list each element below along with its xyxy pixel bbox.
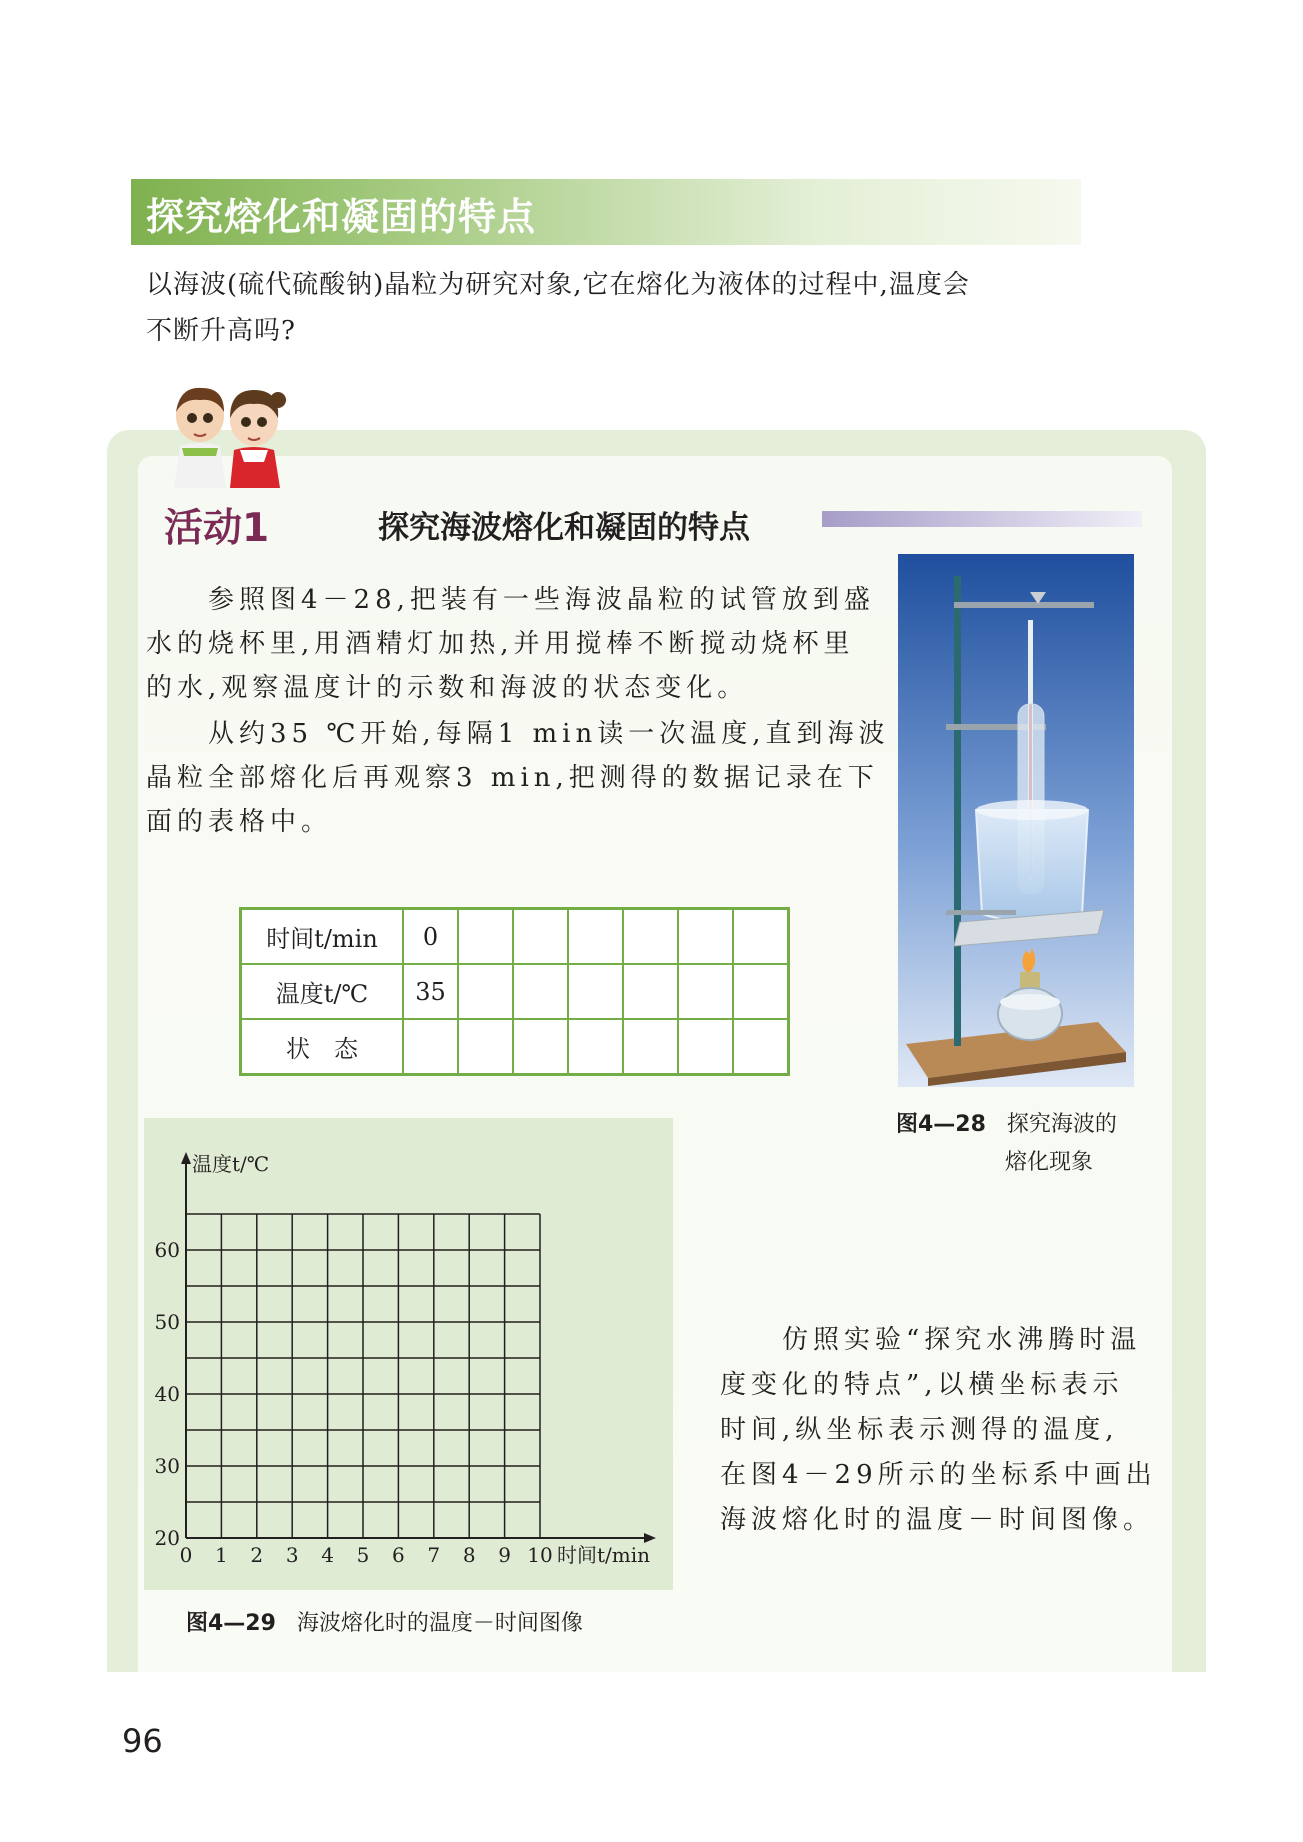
activity-para2-line3: 面的表格中。	[146, 807, 333, 837]
table-row-state	[241, 1019, 789, 1075]
chart-x-tick-label: 4	[321, 1543, 334, 1567]
side-text-line5: 海波熔化时的温度－时间图像。	[720, 1505, 1155, 1535]
chart-y-axis-label: 温度t/℃	[192, 1152, 270, 1176]
side-text-line4: 在图4－29所示的坐标系中画出	[720, 1460, 1157, 1490]
table-cell	[678, 909, 733, 965]
page-number: 96	[122, 1722, 163, 1760]
activity-para2-line1: 从约35 ℃开始,每隔1 min读一次温度,直到海波	[208, 719, 890, 749]
table-header-temperature: 温度t/℃	[241, 964, 404, 1019]
table-cell	[458, 909, 513, 965]
chart-y-tick-label: 60	[154, 1238, 180, 1262]
figure-4-28-caption-line1	[896, 1107, 1117, 1138]
table-cell	[623, 964, 678, 1019]
chart-x-tick-label: 7	[427, 1543, 441, 1567]
figure-4-29-caption	[186, 1606, 583, 1637]
activity-title-bar	[822, 511, 1142, 527]
table-cell	[678, 1019, 733, 1075]
table-cell	[623, 1019, 678, 1075]
table-header-time: 时间t/min	[241, 909, 404, 965]
chart-x-tick-label: 9	[498, 1543, 511, 1567]
table-cell	[513, 1019, 568, 1075]
table-cell	[458, 1019, 513, 1075]
table-cell	[733, 964, 789, 1019]
table-cell	[403, 1019, 458, 1075]
table-cell	[568, 909, 623, 965]
activity-title: 探究海波熔化和凝固的特点	[378, 510, 750, 546]
chart-y-tick-label: 40	[154, 1382, 180, 1406]
table-cell	[678, 964, 733, 1019]
table-cell	[458, 964, 513, 1019]
table-cell	[568, 1019, 623, 1075]
side-text-line3: 时间,纵坐标表示测得的温度,	[720, 1415, 1119, 1445]
figure-4-29-caption-text: 海波熔化时的温度－时间图像	[296, 1611, 583, 1636]
chart-x-tick-label: 8	[462, 1543, 476, 1567]
data-table	[239, 907, 790, 1076]
chart-x-tick-label: 2	[250, 1543, 264, 1567]
intro-line-1: 以海波(硫代硫酸钠)晶粒为研究对象,它在熔化为液体的过程中,温度会	[146, 270, 970, 300]
activity-para1-line2: 水的烧杯里,用酒精灯加热,并用搅棒不断搅动烧杯里	[146, 629, 855, 659]
table-cell: 35	[403, 964, 458, 1019]
chart-y-tick-label: 50	[154, 1310, 180, 1334]
figure-4-29-number: 图4—29	[186, 1611, 276, 1636]
chart-x-tick-label: 1	[215, 1543, 228, 1567]
table-cell	[623, 909, 678, 965]
chart-y-tick-label: 20	[154, 1526, 180, 1550]
chart-x-tick-label: 10	[527, 1543, 553, 1567]
table-cell	[513, 964, 568, 1019]
chart-y-tick-label: 30	[154, 1454, 180, 1478]
table-row-temperature	[241, 964, 789, 1019]
chart-y-axis-arrow	[181, 1152, 191, 1164]
figure-4-28-caption-text: 探究海波的	[1006, 1112, 1117, 1137]
kids-illustration	[160, 382, 292, 488]
side-text-line2: 度变化的特点”,以横坐标表示	[720, 1370, 1124, 1400]
figure-4-28-number: 图4—28	[896, 1112, 986, 1137]
figure-4-28-caption-line2: 熔化现象	[1005, 1150, 1094, 1175]
activity-label: 活动1	[164, 506, 270, 551]
table-cell	[513, 909, 568, 965]
table-cell	[733, 1019, 789, 1075]
activity-para1-line3: 的水,观察温度计的示数和海波的状态变化。	[146, 673, 749, 703]
table-cell	[733, 909, 789, 965]
intro-line-2: 不断升高吗?	[146, 316, 296, 346]
table-header-state: 状 态	[241, 1019, 404, 1075]
table-row-time	[241, 909, 789, 965]
side-text-line1: 仿照实验“探究水沸腾时温	[782, 1325, 1142, 1355]
activity-para2-line2: 晶粒全部熔化后再观察3 min,把测得的数据记录在下	[146, 763, 879, 793]
chart-x-tick-label: 6	[392, 1543, 405, 1567]
chart-x-axis-arrow	[644, 1533, 656, 1543]
activity-para1-line1: 参照图4－28,把装有一些海波晶粒的试管放到盛	[208, 585, 875, 615]
temperature-time-chart	[144, 1118, 673, 1590]
chart-x-axis-label: 时间t/min	[557, 1543, 651, 1567]
chart-x-tick-label: 0	[179, 1543, 193, 1567]
chart-x-tick-label: 5	[356, 1543, 370, 1567]
chart-x-tick-label: 3	[285, 1543, 299, 1567]
table-cell: 0	[403, 909, 458, 965]
section-title: 探究熔化和凝固的特点	[146, 195, 537, 239]
melting-apparatus-figure	[898, 554, 1134, 1087]
table-cell	[568, 964, 623, 1019]
